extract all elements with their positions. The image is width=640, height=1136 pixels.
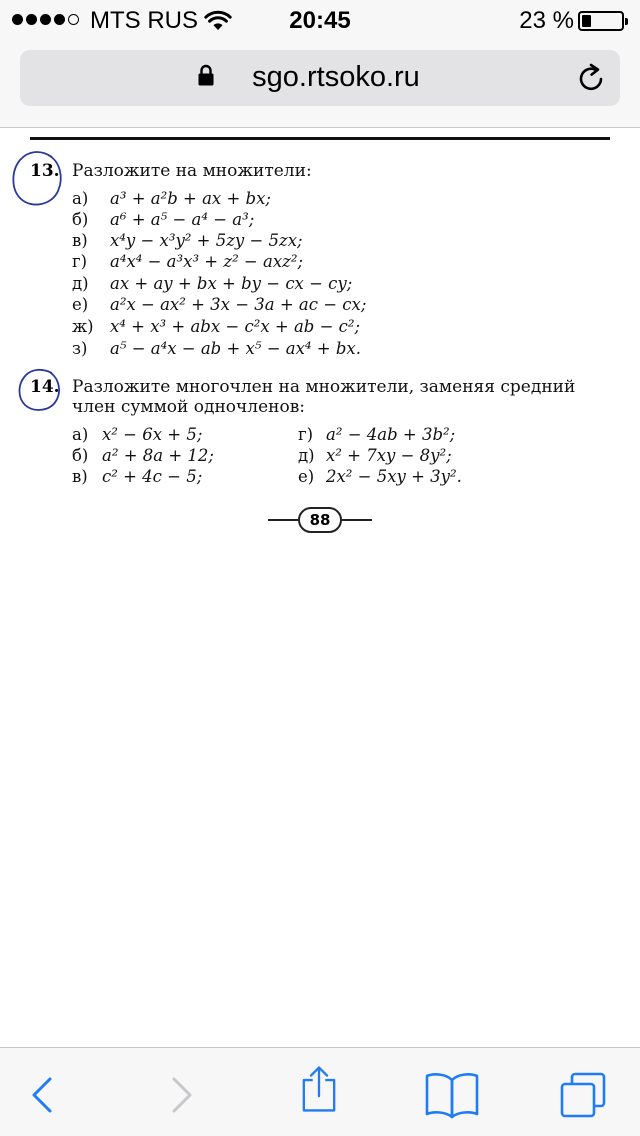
item-label: а) — [72, 425, 89, 444]
item-label: з) — [72, 339, 88, 358]
browser-top-bar — [0, 40, 640, 128]
exercise-14-item-e — [298, 467, 462, 486]
exercise-13-item-zh — [72, 317, 360, 336]
item-label: д) — [72, 274, 89, 293]
item-label: г) — [298, 425, 314, 444]
exercise-13-number: 13. — [30, 161, 60, 181]
exercise-13-item-d — [72, 274, 352, 293]
item-expression: x⁴ + x³ + abx − c²x + ab − c²; — [110, 317, 361, 336]
item-label: а) — [72, 189, 89, 208]
share-icon[interactable] — [294, 1064, 344, 1114]
web-page-content — [0, 129, 640, 1047]
exercise-13-item-v — [72, 231, 303, 250]
exercise-13-item-e — [72, 295, 366, 314]
exercise-13-item-z — [72, 339, 361, 358]
item-expression: a² + 8a + 12; — [102, 446, 214, 465]
browser-toolbar — [0, 1047, 640, 1136]
item-expression: a²x − ax² + 3x − 3a + ac − cx; — [110, 295, 367, 314]
item-expression: x⁴y − x³y² + 5zy − 5zx; — [110, 231, 303, 250]
item-expression: 2x² − 5xy + 3y². — [326, 467, 462, 486]
exercise-14-item-d — [298, 446, 452, 465]
item-expression: a⁶ + a⁵ − a⁴ − a³; — [110, 210, 255, 229]
item-expression: c² + 4c − 5; — [102, 467, 203, 486]
item-expression: a³ + a²b + ax + bx; — [110, 189, 271, 208]
item-expression: x² + 7xy − 8y²; — [326, 446, 452, 465]
exercise-14-item-v — [72, 467, 202, 486]
bookmarks-icon[interactable] — [424, 1070, 480, 1120]
exercise-13-item-b — [72, 210, 254, 229]
item-label: г) — [72, 252, 88, 271]
item-label: е) — [72, 295, 89, 314]
page-number — [268, 507, 372, 533]
item-label: е) — [298, 467, 315, 486]
item-expression: a² − 4ab + 3b²; — [326, 425, 456, 444]
item-expression: a⁴x⁴ − a³x³ + z² − axz²; — [110, 252, 304, 271]
tabs-icon[interactable] — [558, 1070, 608, 1120]
item-expression: x² − 6x + 5; — [102, 425, 203, 444]
battery-icon — [578, 11, 624, 31]
item-label: б) — [72, 446, 89, 465]
url-field[interactable] — [20, 50, 620, 106]
battery-cap — [625, 18, 628, 25]
battery-percentage: 23 % — [519, 7, 574, 34]
status-bar — [0, 0, 640, 40]
item-label: б) — [72, 210, 89, 229]
item-label: ж) — [72, 317, 94, 336]
page-number-value: 88 — [298, 507, 342, 533]
carrier-name: MTS RUS — [90, 7, 198, 34]
exercise-14-item-g — [298, 425, 455, 444]
page-top-rule — [30, 137, 610, 140]
exercise-13-item-a — [72, 189, 271, 208]
exercise-14-item-a — [72, 425, 202, 444]
exercise-14-number: 14. — [30, 377, 60, 397]
back-icon[interactable] — [18, 1070, 68, 1120]
item-label: в) — [72, 231, 88, 250]
item-label: в) — [72, 467, 88, 486]
page-number-line-left — [268, 519, 298, 521]
item-expression: a⁵ − a⁴x − ab + x⁵ − ax⁴ + bx. — [110, 339, 361, 358]
exercise-13-item-g — [72, 252, 303, 271]
exercise-14-item-b — [72, 446, 214, 465]
url-text: sgo.rtsoko.ru — [252, 61, 420, 93]
reload-icon[interactable] — [576, 62, 608, 94]
item-expression: ax + ay + bx + by − cx − cy; — [110, 274, 353, 293]
clock: 20:45 — [289, 7, 351, 34]
exercise-13-title: Разложите на множители: — [72, 161, 312, 181]
battery-level — [582, 15, 591, 27]
exercise-14-title-line1: Разложите многочлен на множители, заменяя средний — [72, 377, 576, 397]
forward-icon[interactable] — [156, 1070, 206, 1120]
item-label: д) — [298, 446, 315, 465]
page-number-line-right — [342, 519, 372, 521]
exercise-14-title-line2: член суммой одночленов: — [72, 397, 306, 417]
